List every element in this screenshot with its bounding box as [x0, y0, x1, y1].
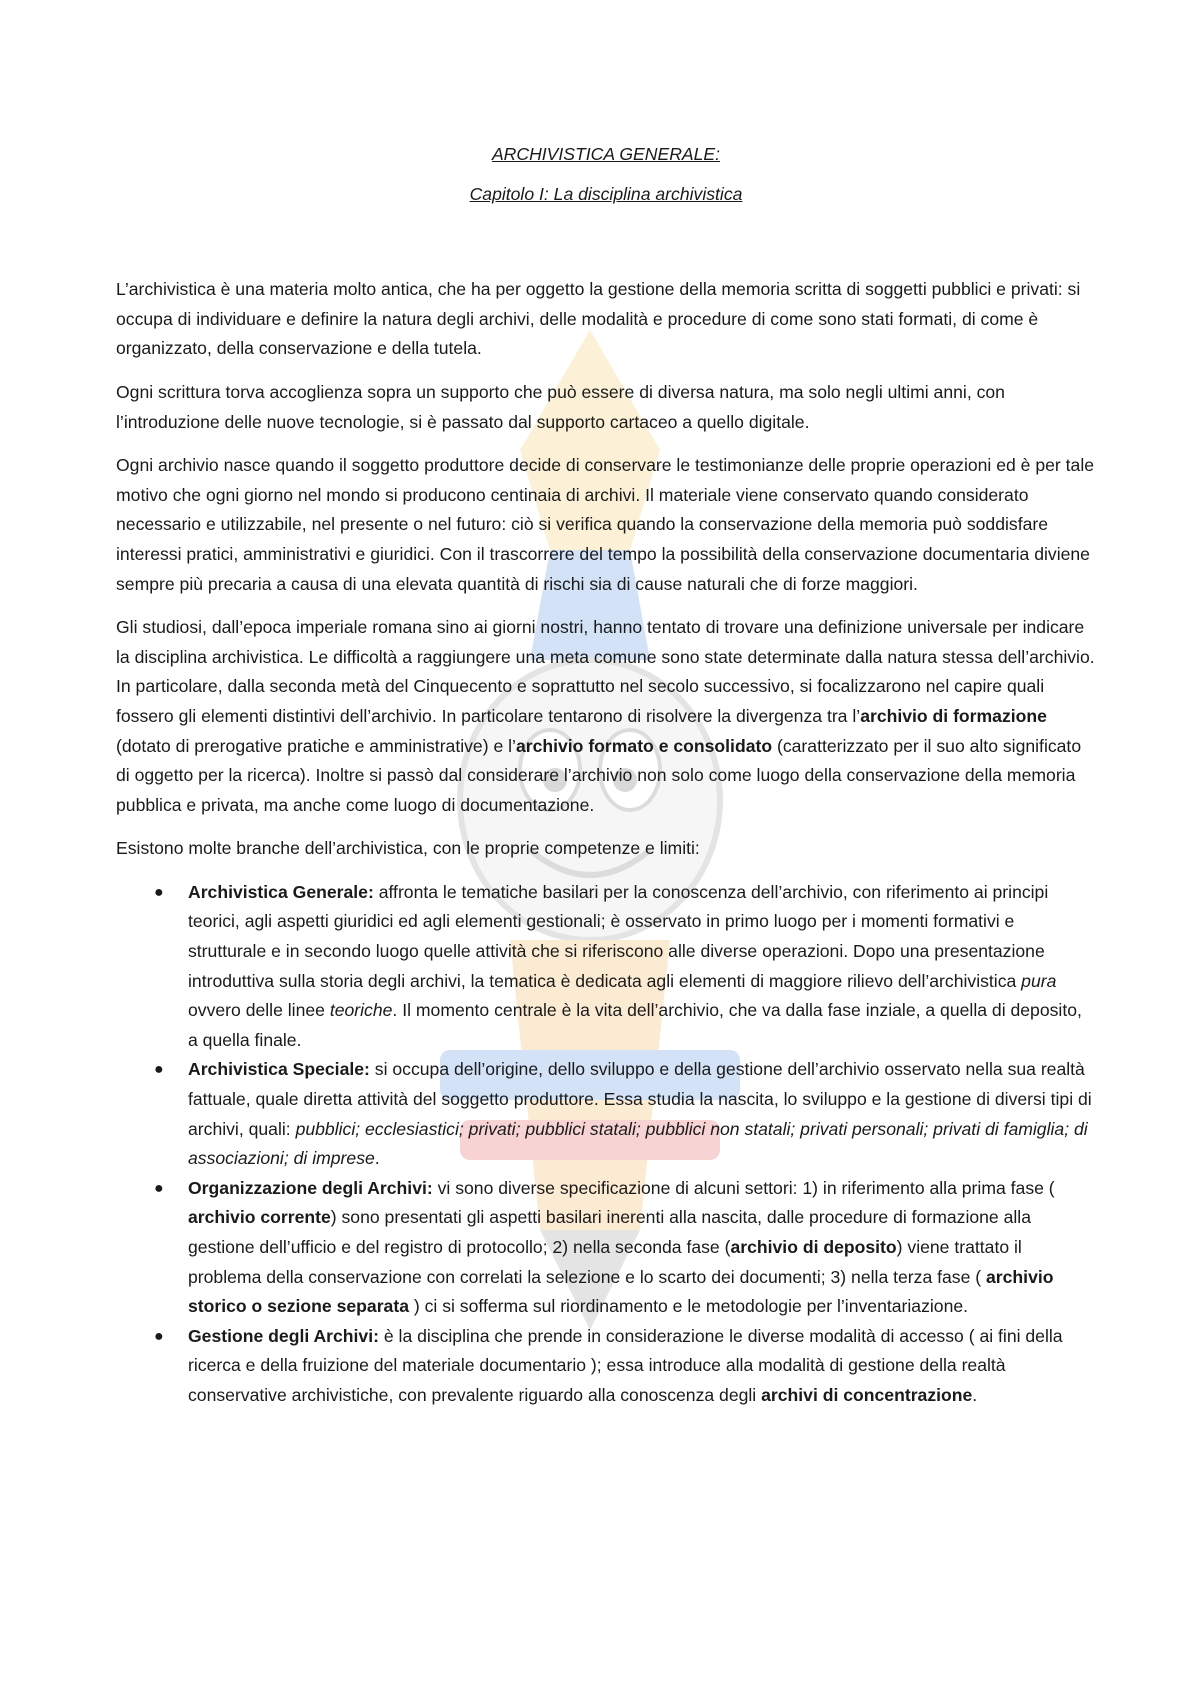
bullet-icon: ● [154, 1061, 164, 1079]
text-span: ovvero delle linee [188, 1000, 330, 1021]
document-title: ARCHIVISTICA GENERALE: [491, 144, 721, 164]
bold-term: archivi di concentrazione [761, 1384, 973, 1405]
text-span: vi sono diverse specificazione di alcuni settori: 1) in riferimento alla prima fase ( [432, 1177, 1055, 1198]
paragraph-supporto: Ogni scrittura torva accoglienza sopra un supporto che può essere di diversa natura, ma solo negli ultimi anni, con l’introduzione delle nuove tecnologie, si è passato dal supporto cartaceo a quello digitale. [116, 381, 1005, 432]
bold-term: Gestione degli Archivi: [188, 1325, 379, 1346]
bold-term: Organizzazione degli Archivi: [188, 1177, 433, 1198]
italic-term: teoriche [329, 1000, 393, 1021]
paragraph-studiosi [116, 613, 1096, 820]
text-span: è la disciplina che prende in considerazione le diverse modalità di accesso ( ai fini della ricerca e della fruizione del materiale documentario ); essa introduce alla modalità di gestione della realtà conservative archivistiche, con prevalente riguardo alla conoscenza degli [188, 1325, 1063, 1405]
text-span: ) ci si sofferma sul riordinamento e le metodologie per l’inventariazione. [408, 1296, 969, 1317]
text-span: . [972, 1384, 978, 1405]
list-item-archivistica-generale [116, 878, 1096, 1056]
bold-term: Archivistica Generale: [188, 881, 374, 902]
list-item-archivistica-speciale [116, 1055, 1096, 1173]
bold-term: Archivistica Speciale: [188, 1059, 370, 1080]
text-span: ) sono presentati gli aspetti basilari inerenti alla nascita, dalle procedure di formazione alla gestione dell’ufficio e del registro di protocollo; 2) nella seconda fase ( [188, 1207, 1031, 1257]
text-span: affronta le tematiche basilari per la conoscenza dell’archivio, con riferimento ai principi teorici, agli aspetti giuridici ed agli elementi gestionali; è osservato in primo luogo per i momenti formativi e strutturale e in secondo luogo quelle attività che si riferiscono alle diverse operazioni. Dopo una presentazione introduttiva sulla storia degli archivi, la tematica è dedicata agli elementi di maggiore rilievo dell’archivistica [188, 881, 1049, 991]
bold-term: archivio storico o sezione separata [188, 1266, 1054, 1317]
text-span: (caratterizzato per il suo alto significato di oggetto per la ricerca). Inoltre si passò dal considerare l’archivio non solo come luogo della conservazione della memoria pubblica e privata, ma anche come luogo di documentazione. [116, 735, 1082, 815]
bold-term: archivio formato e consolidato [515, 735, 773, 756]
text-span: . Il momento centrale è la vita dell’archivio, che va dalla fase inziale, a quella di deposito, a quella finale. [188, 1000, 1082, 1050]
bold-term: archivio di deposito [730, 1237, 897, 1257]
bold-term: archivio corrente [188, 1207, 331, 1228]
list-item-gestione-archivi [116, 1322, 1096, 1411]
italic-term: pubblici; ecclesiastici; privati; pubblici statali; pubblici non statali; privati personali; privati di famiglia; di associazioni; di imprese [188, 1118, 1088, 1169]
text-span: si occupa dell’origine, dello sviluppo e della gestione dell’archivio osservato nella sua realtà fattuale, quale diretta attività del soggetto produttore. Essa studia la nascita, lo sviluppo e la gestione di diversi tipi di archivi, quali: [188, 1059, 1092, 1139]
bullet-icon: ● [154, 1179, 164, 1197]
italic-term: pura [1021, 970, 1057, 991]
bullet-icon: ● [154, 883, 164, 901]
text-span: (dotato di prerogative pratiche e amministrative) e l’ [116, 735, 516, 756]
chapter-title: Capitolo I: La disciplina archivistica [469, 183, 743, 204]
bold-term: archivio di formazione [860, 705, 1047, 726]
paragraph-intro: L’archivistica è una materia molto antica, che ha per oggetto la gestione della memoria scritta di soggetti pubblici e privati: si occupa di individuare e definire la natura degli archivi, delle modalità e procedure di come sono stati formati, di come è organizzato, della conservazione e della tutela. [116, 279, 1081, 359]
text-span: Gli studiosi, dall’epoca imperiale romana sino ai giorni nostri, hanno tentato di trovare una definizione universale per indicare la disciplina archivistica. Le difficoltà a raggiungere una meta comune sono state determinate dalla natura stessa dell’archivio. In particolare, dalla seconda metà del Cinquecento e soprattutto nel secolo successivo, si focalizzarono nel capire quali fossero gli elementi distintivi dell’archivio. In particolare tentarono di risolvere la divergenza tra l’ [116, 617, 1095, 726]
list-item-organizzazione-archivi [116, 1174, 1096, 1322]
branches-list [116, 878, 1096, 1411]
paragraph-nascita-archivio: Ogni archivio nasce quando il soggetto produttore decide di conservare le testimonianze delle proprie operazioni ed è per tale motivo che ogni giorno nel mondo si producono centinaia di archivi. Il materiale viene conservato quando considerato necessario e utilizzabile, nel presente o nel futuro: ciò si verifica quando la conservazione della memoria può soddisfare interessi pratici, amministrativi e giuridici. Con il trascorrere del tempo la possibilità della conservazione documentaria diviene sempre più precaria a causa di una elevata quantità di rischi sia di cause naturali che di forze maggiori. [116, 455, 1095, 594]
paragraph-branche-intro: Esistono molte branche dell’archivistica, con le proprie competenze e limiti: [116, 838, 700, 859]
document-page [116, 140, 1096, 1411]
text-span: . [374, 1148, 380, 1169]
bullet-icon: ● [154, 1327, 164, 1345]
text-span: ) viene trattato il problema della conservazione con correlati la selezione e lo scarto dei documenti; 3) nella terza fase ( [188, 1237, 1022, 1287]
